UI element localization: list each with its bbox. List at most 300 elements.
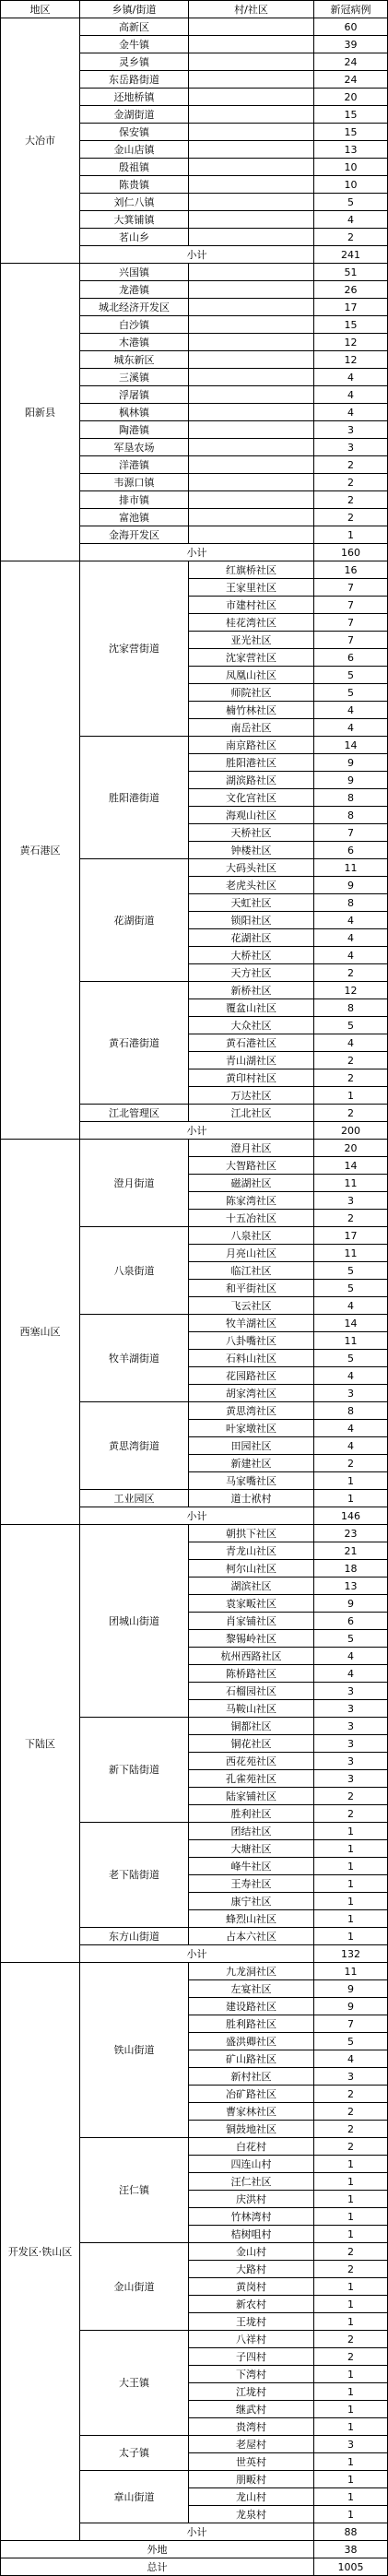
village-empty <box>189 141 314 159</box>
village-empty <box>189 334 314 351</box>
town-name: 牧羊湖街道 <box>80 1315 189 1402</box>
subtotal-label: 小计 <box>80 1507 314 1525</box>
case-count: 1 <box>314 2156 388 2173</box>
case-count: 4 <box>314 369 388 386</box>
town-name: 东岳路街道 <box>80 71 189 89</box>
village-name: 八卦嘴社区 <box>189 1332 314 1350</box>
case-count: 2 <box>314 1069 388 1087</box>
case-count: 6 <box>314 842 388 859</box>
village-name: 叶家墩社区 <box>189 1420 314 1437</box>
case-count: 17 <box>314 299 388 316</box>
table-row <box>1 561 388 579</box>
village-empty <box>189 229 314 246</box>
case-count: 8 <box>314 1402 388 1420</box>
village-name: 建设路社区 <box>189 1998 314 2015</box>
case-count: 4 <box>314 719 388 737</box>
subtotal-count: 146 <box>314 1507 388 1525</box>
village-name: 白花村 <box>189 2138 314 2156</box>
village-name: 花湖社区 <box>189 929 314 947</box>
case-count: 8 <box>314 894 388 912</box>
other-row <box>1 2541 388 2558</box>
table-header <box>1 1 388 18</box>
village-name: 占本六社区 <box>189 1928 314 1945</box>
town-name: 灵乡镇 <box>80 53 189 71</box>
village-name: 继武村 <box>189 2401 314 2418</box>
village-name: 黄印村社区 <box>189 1069 314 1087</box>
case-count: 4 <box>314 211 388 229</box>
village-name: 亚光社区 <box>189 632 314 649</box>
case-count: 60 <box>314 18 388 36</box>
case-count: 4 <box>314 702 388 719</box>
case-count: 11 <box>314 1175 388 1192</box>
subtotal-count: 132 <box>314 1945 388 1963</box>
region-name: 黄石港区 <box>1 561 80 1140</box>
case-count: 1 <box>314 1893 388 1910</box>
village-name: 大塘社区 <box>189 1840 314 1858</box>
village-name: 十五冶社区 <box>189 1210 314 1227</box>
case-count: 1 <box>314 2418 388 2436</box>
town-name: 金湖街道 <box>80 106 189 124</box>
table-row <box>1 18 388 36</box>
village-empty <box>189 491 314 509</box>
case-count: 5 <box>314 2033 388 2050</box>
case-count: 2 <box>314 2348 388 2366</box>
village-name: 天桥社区 <box>189 824 314 842</box>
village-name: 凤凰山社区 <box>189 667 314 684</box>
case-count: 3 <box>314 439 388 456</box>
case-count: 4 <box>314 1665 388 1683</box>
case-count: 10 <box>314 159 388 176</box>
town-name: 东方山街道 <box>80 1928 189 1945</box>
case-count: 4 <box>314 1648 388 1665</box>
town-name: 韦源口镇 <box>80 474 189 491</box>
region-name: 西塞山区 <box>1 1140 80 1525</box>
village-name: 青龙山社区 <box>189 1542 314 1560</box>
village-name: 师院社区 <box>189 684 314 702</box>
case-count: 1 <box>314 2191 388 2208</box>
town-name: 金牛镇 <box>80 36 189 53</box>
town-name: 黄石港街道 <box>80 982 189 1105</box>
case-count: 13 <box>314 1578 388 1595</box>
case-count: 21 <box>314 1542 388 1560</box>
case-count: 4 <box>314 1420 388 1437</box>
case-count: 5 <box>314 1630 388 1648</box>
case-count: 12 <box>314 334 388 351</box>
town-name: 团城山街道 <box>80 1525 189 1718</box>
village-empty <box>189 53 314 71</box>
town-name: 章山街道 <box>80 2471 189 2523</box>
village-name: 团结社区 <box>189 1823 314 1840</box>
town-name: 木港镇 <box>80 334 189 351</box>
town-name: 工业园区 <box>80 1490 189 1507</box>
case-count: 2 <box>314 2138 388 2156</box>
village-empty <box>189 474 314 491</box>
village-name: 大智路社区 <box>189 1157 314 1175</box>
case-count: 6 <box>314 1613 388 1630</box>
town-name: 金山街道 <box>80 2243 189 2331</box>
village-name: 江北社区 <box>189 1105 314 1122</box>
subtotal-label: 小计 <box>80 246 314 264</box>
case-count: 7 <box>314 597 388 614</box>
village-name: 牧羊湖社区 <box>189 1315 314 1332</box>
village-name: 大桥社区 <box>189 947 314 964</box>
village-name: 朋畈村 <box>189 2471 314 2488</box>
village-name: 黎锡岭社区 <box>189 1630 314 1648</box>
case-count: 5 <box>314 1017 388 1034</box>
case-count: 1 <box>314 2383 388 2401</box>
town-name: 富池镇 <box>80 509 189 526</box>
village-name: 湖滨路社区 <box>189 772 314 789</box>
case-count: 4 <box>314 1367 388 1385</box>
case-count: 1 <box>314 2173 388 2191</box>
village-name: 道士袱村 <box>189 1490 314 1507</box>
village-name: 石榴园社区 <box>189 1683 314 1700</box>
subtotal-label: 小计 <box>80 1945 314 1963</box>
case-count: 20 <box>314 1140 388 1157</box>
subtotal-label: 小计 <box>80 1122 314 1140</box>
town-name: 城北经济开发区 <box>80 299 189 316</box>
village-empty <box>189 36 314 53</box>
village-name: 桔树咀村 <box>189 2226 314 2243</box>
other-label: 外地 <box>1 2541 314 2558</box>
case-count: 2 <box>314 1805 388 1823</box>
village-name: 黄岗村 <box>189 2278 314 2296</box>
village-name: 王垅村 <box>189 2313 314 2331</box>
village-name: 世英村 <box>189 2453 314 2471</box>
town-name: 龙港镇 <box>80 281 189 299</box>
village-empty <box>189 299 314 316</box>
case-count: 3 <box>314 1385 388 1402</box>
village-name: 龙泉村 <box>189 2506 314 2523</box>
village-name: 四连山村 <box>189 2156 314 2173</box>
town-name: 洋港镇 <box>80 456 189 474</box>
town-name: 浮屠镇 <box>80 386 189 404</box>
town-name: 太子镇 <box>80 2436 189 2471</box>
village-name: 飞云社区 <box>189 1297 314 1315</box>
case-count: 4 <box>314 947 388 964</box>
case-count: 5 <box>314 667 388 684</box>
case-count: 11 <box>314 1245 388 1262</box>
village-name: 马鞍山社区 <box>189 1700 314 1718</box>
case-count: 1 <box>314 2366 388 2383</box>
village-name: 黄石港社区 <box>189 1034 314 1052</box>
village-empty <box>189 106 314 124</box>
case-count: 3 <box>314 1753 388 1770</box>
village-name: 汪仁社区 <box>189 2173 314 2191</box>
case-count: 2 <box>314 2331 388 2348</box>
case-count: 3 <box>314 421 388 439</box>
village-name: 八泉社区 <box>189 1227 314 1245</box>
village-name: 竹林湾村 <box>189 2208 314 2226</box>
village-name: 磁湖社区 <box>189 1175 314 1192</box>
case-count: 7 <box>314 2015 388 2033</box>
case-count: 15 <box>314 106 388 124</box>
case-count: 5 <box>314 1280 388 1297</box>
village-name: 大路村 <box>189 2261 314 2278</box>
case-count: 2 <box>314 456 388 474</box>
case-count: 2 <box>314 2261 388 2278</box>
case-count: 2 <box>314 2121 388 2138</box>
village-name: 曹家林社区 <box>189 2103 314 2121</box>
village-name: 金山村 <box>189 2243 314 2261</box>
town-name: 黄思湾街道 <box>80 1402 189 1490</box>
case-count: 9 <box>314 877 388 894</box>
header-cases: 新冠病例 <box>314 1 388 18</box>
village-name: 覆盆山社区 <box>189 999 314 1017</box>
village-empty <box>189 89 314 106</box>
town-name: 陶港镇 <box>80 421 189 439</box>
village-name: 月亮山社区 <box>189 1245 314 1262</box>
town-name: 白沙镇 <box>80 316 189 334</box>
case-count: 15 <box>314 124 388 141</box>
case-count: 11 <box>314 1332 388 1350</box>
town-name: 大箕铺镇 <box>80 211 189 229</box>
case-count: 4 <box>314 1034 388 1052</box>
town-name: 大王镇 <box>80 2331 189 2436</box>
village-name: 康宁社区 <box>189 1893 314 1910</box>
village-name: 袁家畈社区 <box>189 1595 314 1613</box>
case-count: 3 <box>314 1770 388 1788</box>
village-name: 陈桥路社区 <box>189 1665 314 1683</box>
village-name: 黄思湾社区 <box>189 1402 314 1420</box>
village-name: 胜阳港社区 <box>189 754 314 772</box>
village-name: 新建社区 <box>189 1455 314 1472</box>
case-count: 15 <box>314 316 388 334</box>
town-name: 还地桥镇 <box>80 89 189 106</box>
village-empty <box>189 509 314 526</box>
village-name: 南岳社区 <box>189 719 314 737</box>
village-name: 红旗桥社区 <box>189 561 314 579</box>
case-count: 4 <box>314 1297 388 1315</box>
village-name: 老虎头社区 <box>189 877 314 894</box>
village-empty <box>189 386 314 404</box>
header-town: 乡镇/街道 <box>80 1 189 18</box>
town-name: 汪仁镇 <box>80 2138 189 2243</box>
case-count: 4 <box>314 912 388 929</box>
village-name: 王家里社区 <box>189 579 314 597</box>
case-count: 5 <box>314 1350 388 1367</box>
village-name: 天方社区 <box>189 964 314 982</box>
case-count: 5 <box>314 194 388 211</box>
case-count: 4 <box>314 1437 388 1455</box>
subtotal-count: 200 <box>314 1122 388 1140</box>
case-count: 4 <box>314 929 388 947</box>
case-count: 1 <box>314 526 388 544</box>
case-count: 4 <box>314 386 388 404</box>
case-count: 14 <box>314 1315 388 1332</box>
case-count: 7 <box>314 824 388 842</box>
case-count: 3 <box>314 1735 388 1753</box>
town-name: 城东新区 <box>80 351 189 369</box>
case-count: 16 <box>314 561 388 579</box>
village-empty <box>189 281 314 299</box>
town-name: 花湖街道 <box>80 859 189 982</box>
case-count: 1 <box>314 2453 388 2471</box>
town-name: 三溪镇 <box>80 369 189 386</box>
case-count: 2 <box>314 491 388 509</box>
total-count: 1005 <box>314 2558 388 2576</box>
region-name: 阳新县 <box>1 264 80 561</box>
case-count: 11 <box>314 1963 388 1980</box>
village-name: 盛洪卿社区 <box>189 2033 314 2050</box>
case-count: 1 <box>314 1858 388 1875</box>
case-count: 2 <box>314 1052 388 1069</box>
case-count: 1 <box>314 1823 388 1840</box>
village-name: 铜鼓地社区 <box>189 2121 314 2138</box>
case-count: 4 <box>314 2050 388 2068</box>
header-row <box>1 1 388 18</box>
case-count: 12 <box>314 351 388 369</box>
case-count: 2 <box>314 2086 388 2103</box>
village-name: 下湾村 <box>189 2366 314 2383</box>
village-name: 湖滨社区 <box>189 1578 314 1595</box>
case-count: 18 <box>314 1560 388 1578</box>
table-row <box>1 1140 388 1157</box>
village-name: 铜都社区 <box>189 1718 314 1735</box>
village-name: 矿山路社区 <box>189 2050 314 2068</box>
case-count: 2 <box>314 229 388 246</box>
case-count: 1 <box>314 1472 388 1490</box>
village-name: 蜂烈山社区 <box>189 1910 314 1928</box>
village-name: 八祥村 <box>189 2331 314 2348</box>
case-count: 2 <box>314 1210 388 1227</box>
village-name: 王寿社区 <box>189 1875 314 1893</box>
village-empty <box>189 124 314 141</box>
case-count: 8 <box>314 789 388 807</box>
village-name: 陈家湾社区 <box>189 1192 314 1210</box>
case-count: 3 <box>314 1700 388 1718</box>
village-empty <box>189 369 314 386</box>
other-count: 38 <box>314 2541 388 2558</box>
village-name: 南京路社区 <box>189 737 314 754</box>
region-name: 开发区·铁山区 <box>1 1963 80 2541</box>
case-count: 1 <box>314 2471 388 2488</box>
case-count: 39 <box>314 36 388 53</box>
village-name: 左宴社区 <box>189 1980 314 1998</box>
village-name: 田园社区 <box>189 1437 314 1455</box>
case-count: 12 <box>314 982 388 999</box>
case-count: 51 <box>314 264 388 281</box>
village-empty <box>189 439 314 456</box>
town-name: 枫林镇 <box>80 404 189 421</box>
village-name: 杭州西路社区 <box>189 1648 314 1665</box>
case-count: 1 <box>314 1840 388 1858</box>
village-name: 和平街社区 <box>189 1280 314 1297</box>
case-count: 11 <box>314 859 388 877</box>
village-empty <box>189 404 314 421</box>
case-count: 8 <box>314 807 388 824</box>
village-empty <box>189 71 314 89</box>
village-name: 钟楼社区 <box>189 842 314 859</box>
case-count: 7 <box>314 632 388 649</box>
table-row <box>1 264 388 281</box>
village-name: 临江社区 <box>189 1262 314 1280</box>
case-count: 5 <box>314 1262 388 1280</box>
subtotal-count: 160 <box>314 544 388 561</box>
case-count: 8 <box>314 999 388 1017</box>
case-count: 14 <box>314 1157 388 1175</box>
case-count: 9 <box>314 772 388 789</box>
case-count: 3 <box>314 1718 388 1735</box>
village-empty <box>189 194 314 211</box>
case-count: 1 <box>314 2506 388 2523</box>
case-count: 20 <box>314 89 388 106</box>
village-name: 九龙洞社区 <box>189 1963 314 1980</box>
case-count: 1 <box>314 1490 388 1507</box>
town-name: 胜阳港街道 <box>80 737 189 859</box>
case-count: 14 <box>314 737 388 754</box>
village-name: 老屋村 <box>189 2436 314 2453</box>
village-name: 大众社区 <box>189 1017 314 1034</box>
table-row <box>1 1963 388 1980</box>
town-name: 新下陆街道 <box>80 1718 189 1823</box>
subtotal-count: 241 <box>314 246 388 264</box>
town-name: 保安镇 <box>80 124 189 141</box>
case-count: 1 <box>314 1875 388 1893</box>
subtotal-label: 小计 <box>80 544 314 561</box>
village-name: 峰牛社区 <box>189 1858 314 1875</box>
village-name: 庆洪村 <box>189 2191 314 2208</box>
case-count: 2 <box>314 509 388 526</box>
case-count: 2 <box>314 2103 388 2121</box>
village-empty <box>189 18 314 36</box>
town-name: 铁山街道 <box>80 1963 189 2138</box>
village-name: 新村社区 <box>189 2068 314 2086</box>
village-name: 文化宫社区 <box>189 789 314 807</box>
village-name: 铜花社区 <box>189 1735 314 1753</box>
total-label: 总计 <box>1 2558 314 2576</box>
case-count: 1 <box>314 1910 388 1928</box>
village-name: 楠竹林社区 <box>189 702 314 719</box>
village-name: 新农村 <box>189 2296 314 2313</box>
village-name: 子四村 <box>189 2348 314 2366</box>
village-empty <box>189 264 314 281</box>
village-name: 石料山社区 <box>189 1350 314 1367</box>
case-count: 1 <box>314 1087 388 1105</box>
town-name: 高新区 <box>80 18 189 36</box>
village-name: 青山湖社区 <box>189 1052 314 1069</box>
village-name: 大码头社区 <box>189 859 314 877</box>
village-empty <box>189 316 314 334</box>
town-name: 金海开发区 <box>80 526 189 544</box>
case-count: 9 <box>314 1595 388 1613</box>
village-name: 陆家铺社区 <box>189 1788 314 1805</box>
case-count: 7 <box>314 614 388 632</box>
village-empty <box>189 211 314 229</box>
case-count: 6 <box>314 649 388 667</box>
case-count: 3 <box>314 2436 388 2453</box>
case-count: 1 <box>314 2488 388 2506</box>
village-name: 锁阳社区 <box>189 912 314 929</box>
village-name: 海观山社区 <box>189 807 314 824</box>
case-count: 3 <box>314 1192 388 1210</box>
village-name: 万达社区 <box>189 1087 314 1105</box>
case-count: 2 <box>314 2243 388 2261</box>
case-count: 1 <box>314 2401 388 2418</box>
village-name: 肖家铺社区 <box>189 1613 314 1630</box>
village-name: 龙山村 <box>189 2488 314 2506</box>
case-count: 1 <box>314 2226 388 2243</box>
table-body <box>1 18 388 2576</box>
village-name: 市建村社区 <box>189 597 314 614</box>
subtotal-count: 88 <box>314 2523 388 2541</box>
village-name: 柯尔山社区 <box>189 1560 314 1578</box>
town-name: 排市镇 <box>80 491 189 509</box>
case-count: 1 <box>314 2296 388 2313</box>
case-count: 13 <box>314 141 388 159</box>
town-name: 老下陆街道 <box>80 1823 189 1928</box>
village-name: 天虹社区 <box>189 894 314 912</box>
